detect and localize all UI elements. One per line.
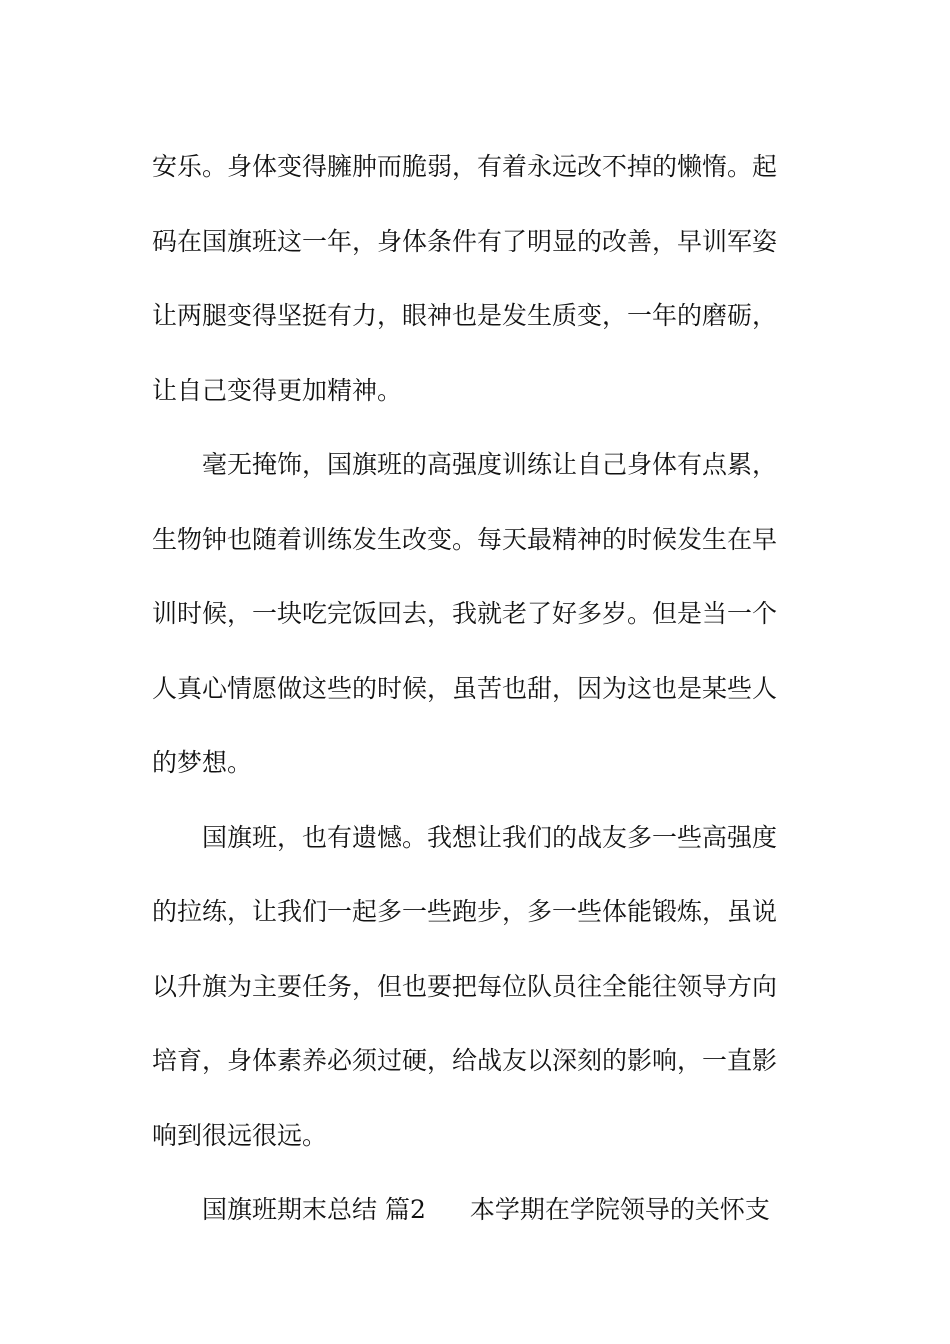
text-line: 让自己变得更加精神。 <box>152 375 403 405</box>
body-text <box>152 130 792 1248</box>
text-line: 人真心情愿做这些的时候，虽苦也甜，因为这也是某些人 <box>152 673 778 703</box>
text-line: 码在国旗班这一年，身体条件有了明显的改善，早训军姿 <box>152 226 778 256</box>
text-line: 生物钟也随着训练发生改变。每天最精神的时候发生在早 <box>152 524 778 554</box>
text-line: 培育，身体素养必须过硬，给战友以深刻的影响，一直影 <box>152 1046 778 1075</box>
text-line: 响到很远很远。 <box>152 1120 328 1150</box>
section-continuation: 本学期在学院领导的关怀支 <box>469 1195 770 1224</box>
paragraph-start-line: 国旗班，也有遗憾。我想让我们的战友多一些高强度 <box>202 822 778 852</box>
text-line: 的拉练，让我们一起多一些跑步，多一些体能锻炼，虽说 <box>152 897 778 926</box>
text-line: 以升旗为主要任务，但也要把每位队员往全能往领导方向 <box>152 971 778 1001</box>
text-line: 安乐。身体变得臃肿而脆弱，有着永远改不掉的懒惰。起 <box>152 152 778 181</box>
text-line: 让两腿变得坚挺有力，眼神也是发生质变，一年的磨砺， <box>152 301 778 330</box>
text-line: 的梦想。 <box>152 748 253 777</box>
section-heading: 国旗班期末总结 篇2 <box>202 1195 426 1224</box>
text-line: 训时候，一块吃完饭回去，我就老了好多岁。但是当一个 <box>152 599 778 628</box>
section-line <box>152 1173 792 1248</box>
paragraph-start-line: 毫无掩饰，国旗班的高强度训练让自己身体有点累， <box>202 450 778 479</box>
